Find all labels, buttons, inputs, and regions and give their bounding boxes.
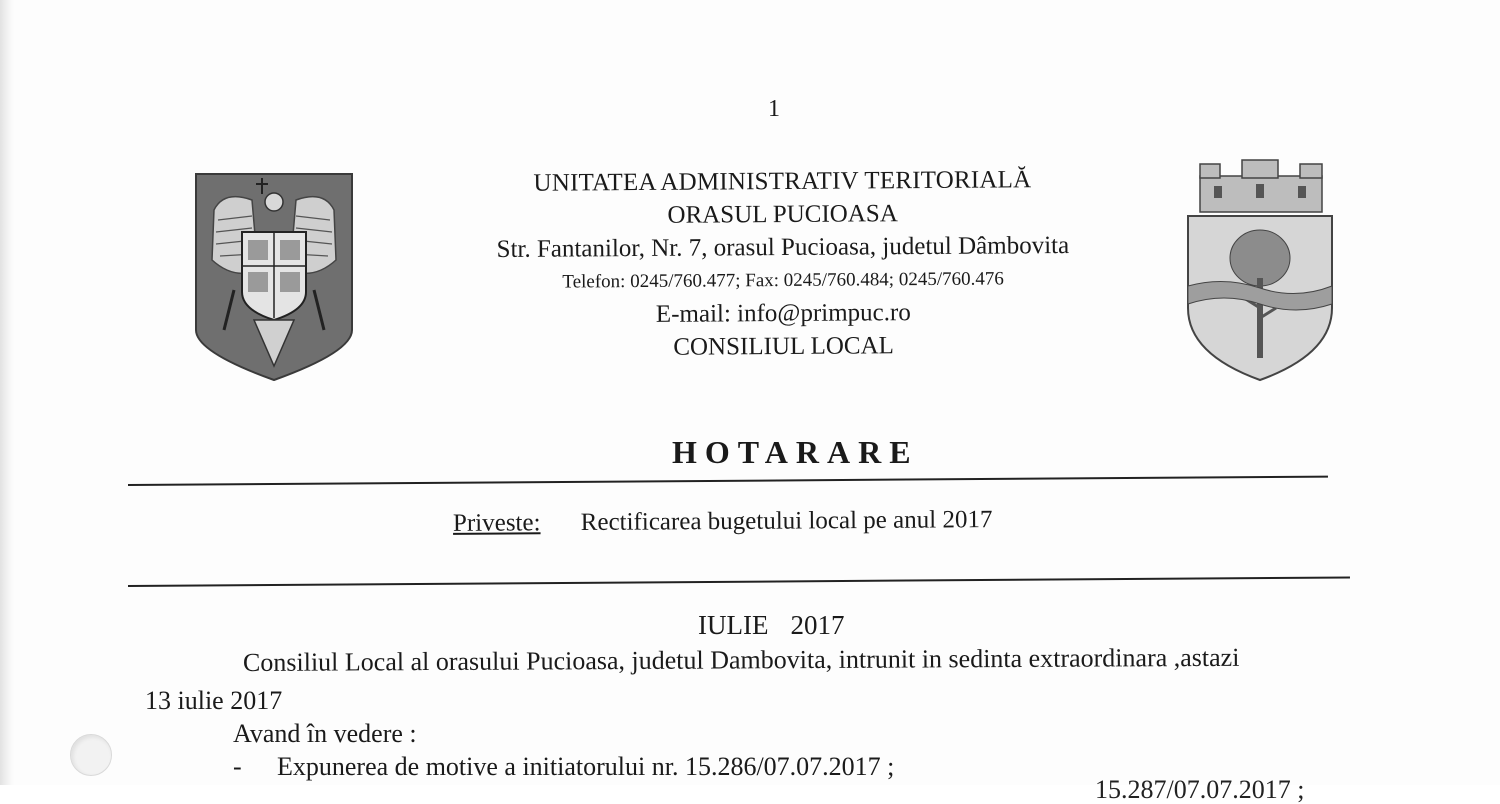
header-address: Str. Fantanilor, Nr. 7, orasul Pucioasa, judetul Dâmbovita (496, 232, 1070, 263)
date-year: 2017 (790, 610, 845, 640)
body-paragraph-line1: Consiliul Local al orasului Pucioasa, judetul Dambovita, intrunit in sedinta extraordinara ,astazi (242, 642, 1240, 677)
divider-top (128, 476, 1328, 486)
list-item (233, 752, 894, 782)
header-phone-fax: Telefon: 0245/760.477; Fax: 0245/760.484; 0245/760.476 (562, 268, 1004, 293)
header-town-name: ORASUL PUCIOASA (667, 200, 898, 229)
date-month: IULIE (698, 610, 769, 640)
subject-text: Rectificarea bugetului local pe anul 2017 (580, 506, 993, 536)
pucioasa-coat-of-arms-icon (1184, 158, 1336, 384)
page-number: 1 (768, 96, 780, 122)
punch-hole-mark (70, 734, 112, 776)
body-paragraph-line2: 13 iulie 2017 (145, 686, 283, 715)
institution-header (404, 162, 1161, 365)
bullet-dash: - (233, 752, 242, 781)
document-title: HOTARARE (672, 434, 919, 470)
subject-line (453, 506, 993, 538)
list-item-partial-text: 15.287/07.07.2017 ; (1095, 775, 1305, 804)
list-item-cut-off (1095, 775, 1325, 804)
header-email: E-mail: info@primpuc.ro (655, 299, 911, 328)
document-date (698, 610, 844, 641)
header-council: CONSILIUL LOCAL (673, 332, 894, 361)
divider-bottom (128, 576, 1350, 587)
page-edge-shadow (0, 0, 14, 785)
considering-heading: Avand în vedere : (233, 719, 417, 748)
subject-label: Priveste: (452, 509, 541, 537)
header-unit-name: UNITATEA ADMINISTRATIV TERITORIALĂ (533, 166, 1032, 197)
list-item-text: Expunerea de motive a initiatorului nr. 15.286/07.07.2017 ; (277, 752, 895, 781)
romania-coat-of-arms-icon (194, 170, 354, 382)
